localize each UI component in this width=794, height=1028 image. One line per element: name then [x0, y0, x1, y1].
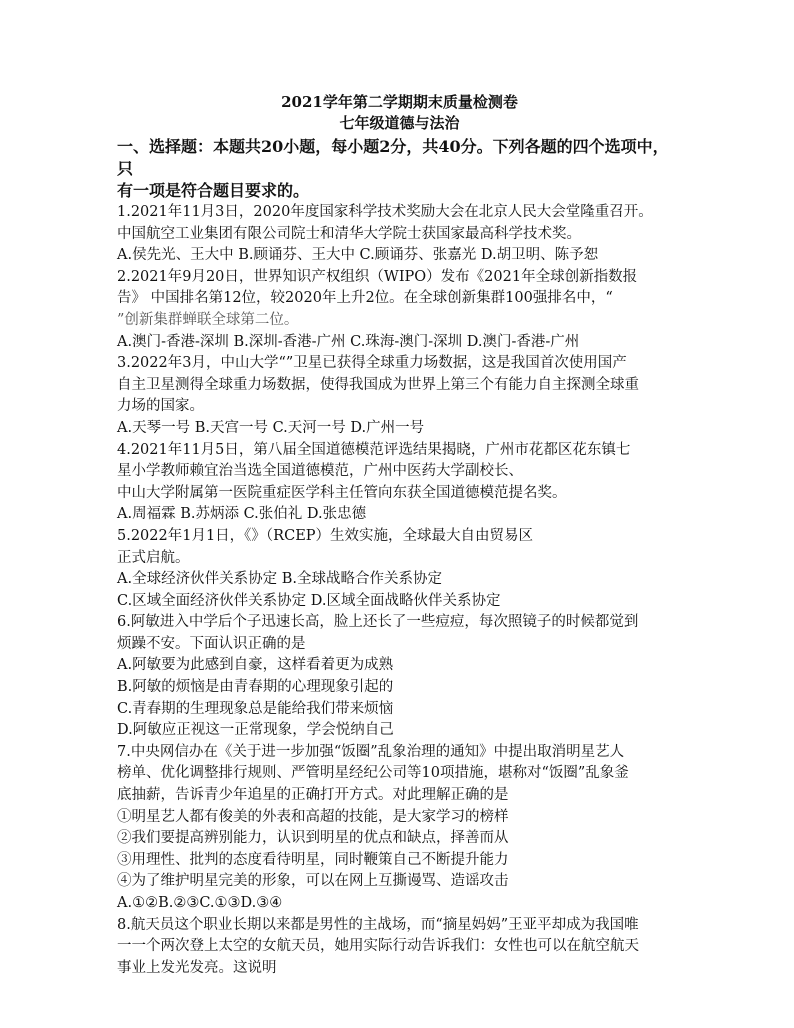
exam-subtitle: 七年级道德与法治 — [339, 114, 460, 132]
q2-stem-1: 2.2021年9月20日，世界知识产权组织（WIPO）发布《2021年全球创新指数报 — [117, 268, 638, 285]
q3-stem-3: 力场的国家。 — [117, 398, 204, 415]
q4-stem-2: 星小学教师赖宜治当选全国道德模范，广州中医药大学副校长、 — [117, 463, 523, 480]
q5-options-cd: C.区域全面经济伙伴关系协定 D.区域全面战略伙伴关系协定 — [117, 592, 501, 609]
q4-stem-1: 4.2021年11月5日，第八届全国道德模范评选结果揭晓，广州市花都区花东镇七 — [117, 441, 631, 458]
q3-options: A.天琴一号 B.天宫一号 C.天河一号 D.广州一号 — [117, 419, 425, 436]
question-8 — [117, 915, 682, 980]
exam-page — [117, 92, 682, 979]
q1-options: A.侯先光、王大中 B.顾诵芬、王大中 C.顾诵芬、张嘉光 D.胡卫明、陈予恕 — [117, 247, 599, 264]
section-heading-line-2: 有一项是符合题目要求的。 — [117, 181, 310, 200]
q5-options-ab: A.全球经济伙伴关系协定 B.全球战略合作关系协定 — [117, 571, 442, 588]
q8-stem-1: 8.航天员这个职业长期以来都是男性的主战场，而“摘星妈妈”王亚平却成为我国唯 — [117, 916, 639, 933]
exam-title: 2021学年第二学期期末质量检测卷 — [281, 93, 518, 111]
q5-stem-2: 正式启航。 — [117, 549, 190, 566]
question-4 — [117, 440, 682, 526]
q8-stem-3: 事业上发光发亮。这说明 — [117, 959, 277, 976]
q7-stem-3: 底抽薪，告诉青少年追星的正确打开方式。对此理解正确的是 — [117, 787, 509, 804]
question-3 — [117, 353, 682, 439]
section-heading-line-1: 一、选择题：本题共20小题，每小题2分，共40分。下列各题的四个选项中，只 — [117, 137, 669, 178]
q3-stem-2: 自主卫星测得全球重力场数据，使得我国成为世界上第三个有能力自主探测全球重 — [117, 376, 639, 393]
q6-option-c: C.青春期的生理现象总是能给我们带来烦恼 — [117, 700, 394, 717]
q6-stem-1: 6.阿敏进入中学后个子迅速长高，脸上还长了一些痘痘，每次照镜子的时候都觉到 — [117, 614, 639, 631]
q7-options: A.①②B.②③C.①③D.③④ — [117, 895, 283, 911]
q3-stem-1: 3.2022年3月，中山大学“”卫星已获得全球重力场数据，这是我国首次使用国产 — [117, 355, 627, 372]
question-1 — [117, 202, 682, 267]
q6-option-b: B.阿敏的烦恼是由青春期的心理现象引起的 — [117, 679, 394, 696]
question-5 — [117, 526, 682, 612]
q1-stem-1: 1.2021年11月3日，2020年度国家科学技术奖励大会在北京人民大会堂隆重召开。 — [117, 204, 653, 220]
q7-stem-2: 榜单、优化调整排行规则、严管明星经纪公司等10项措施，堪称对“饭圈”乱象釜 — [117, 765, 629, 782]
q6-stem-2: 烦躁不安。下面认识正确的是 — [117, 635, 306, 652]
q6-option-d: D.阿敏应正视这一正常现象，学会悦纳自己 — [117, 722, 394, 739]
q1-stem-2: 中国航空工业集团有限公司院士和清华大学院士获国家最高科学技术奖。 — [117, 225, 581, 242]
q5-stem-1: 5.2022年1月1日，《》（RCEP）生效实施，全球最大自由贸易区 — [117, 527, 534, 544]
q8-stem-2: 一一个两次登上太空的女航天员，她用实际行动告诉我们：女性也可以在航空航天 — [117, 938, 639, 955]
q7-statement-1: ①明星艺人都有俊美的外表和高超的技能，是大家学习的榜样 — [117, 808, 509, 825]
q2-options: A.澳门-香港-深圳 B.深圳-香港-广州 C.珠海-澳门-深圳 D.澳门-香港-广州 — [117, 333, 580, 350]
q7-statement-2: ②我们要提高辨别能力，认识到明星的优点和缺点，择善而从 — [117, 830, 509, 847]
q7-statement-3: ③用理性、批判的态度看待明星，同时鞭策自己不断提升能力 — [117, 851, 509, 868]
q7-stem-1: 7.中央网信办在《关于进一步加强“饭圈”乱象治理的通知》中提出取消明星艺人 — [117, 743, 625, 760]
q2-stem-3: ”创新集群蝉联全球第二位。 — [117, 311, 299, 328]
q7-statement-4: ④为了维护明星完美的形象，可以在网上互撕谩骂、造谣攻击 — [117, 873, 509, 890]
question-7 — [117, 742, 682, 915]
q6-option-a: A.阿敏要为此感到自豪，这样看着更为成熟 — [117, 657, 394, 674]
question-2 — [117, 267, 682, 353]
q4-options: A.周福霖 B.苏炳添 C.张伯礼 D.张忠德 — [117, 506, 367, 523]
q4-stem-3: 中山大学附属第一医院重症医学科主任管向东获全国道德模范提名奖。 — [117, 484, 567, 501]
q2-stem-2: 告》 中国排名第12位，较2020年上升2位。在全球创新集群100强排名中，“ — [117, 290, 613, 307]
question-6 — [117, 612, 682, 742]
